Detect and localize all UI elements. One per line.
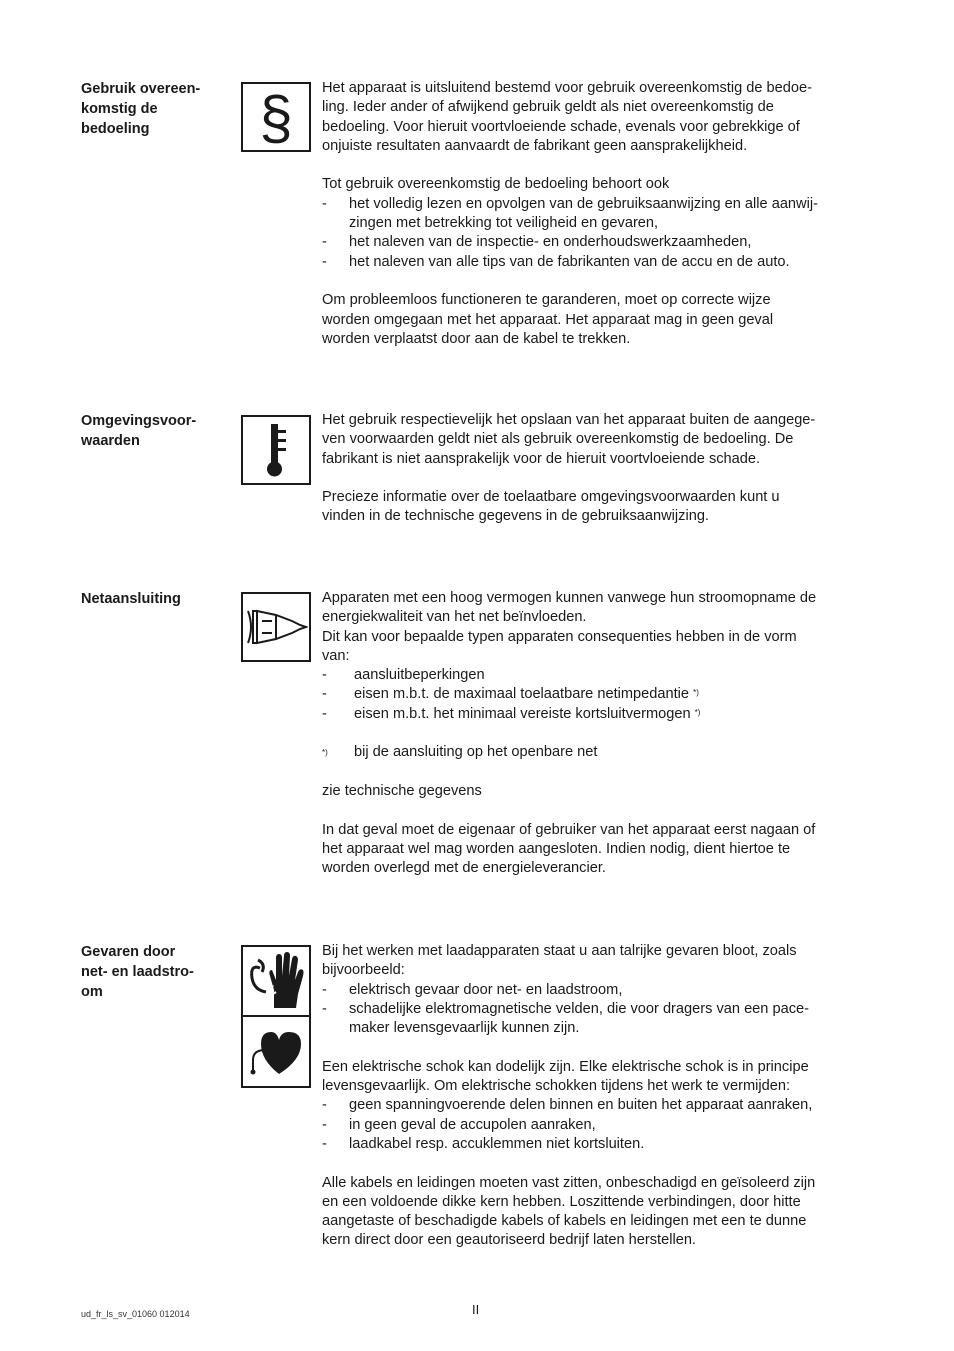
paragraph-line: Een elektrische schok kan dodelijk zijn. Elke elektrische schok is in principe <box>322 1058 809 1075</box>
page-number: II <box>472 1302 480 1317</box>
bullet-dash: - <box>322 195 327 212</box>
paragraph-line: zie technische gegevens <box>322 782 482 799</box>
footnote-marker: *) <box>694 707 701 717</box>
bullet-item <box>322 1000 882 1019</box>
footnote-text: bij de aansluiting op het openbare net <box>354 744 598 761</box>
paragraph-line: In dat geval moet de eigenaar of gebruiker van het apparaat eerst nagaan of <box>322 821 816 838</box>
spacer <box>322 1154 882 1173</box>
pacemaker-heart-icon <box>241 1015 311 1088</box>
bullet-item <box>322 666 882 685</box>
paragraph-line: Precieze informatie over de toelaatbare omgevingsvoorwaarden kunt u <box>322 489 780 506</box>
paragraph-line: van: <box>322 647 350 664</box>
bullet-item <box>322 705 882 724</box>
bullet-text: geen spanningvoerende delen binnen en buiten het apparaat aanraken, <box>349 1097 813 1114</box>
footnote-marker: *) <box>693 688 699 698</box>
paragraph-line: aangetaste of beschadigde kabels of kabels en leidingen met een te dunne <box>322 1213 807 1230</box>
paragraph-line: en een voldoende dikke kern hebben. Loszittende verbindingen, door hitte <box>322 1193 801 1210</box>
paragraph-line: bijvoorbeeld: <box>322 962 405 979</box>
spacer <box>322 272 882 291</box>
paragraph-line: het apparaat wel mag worden aangesloten. Indien nodig, dient hiertoe te <box>322 840 791 857</box>
bullet-dash: - <box>322 234 327 251</box>
spacer <box>322 763 882 782</box>
heading-line: waarden <box>81 433 140 449</box>
paragraph-line: Tot gebruik overeenkomstig de bedoeling behoort ook <box>322 176 670 193</box>
document-id: ud_fr_ls_sv_01060 012014 <box>81 1309 190 1319</box>
bullet-text: eisen m.b.t. de maximaal toelaatbare netimpedantie <box>354 686 690 703</box>
paragraph-line: Dit kan voor bepaalde typen apparaten consequenties hebben in de vorm <box>322 628 797 645</box>
bullet-item <box>322 233 882 252</box>
heading-line: Omgevingsvoor- <box>81 413 197 429</box>
paragraph-line: fabrikant is niet aansprakelijk voor de hieruit voortvloeiende schade. <box>322 450 761 467</box>
section-body-ambient-conditions <box>322 411 882 527</box>
heading-line: Gebruik overeen- <box>81 81 201 97</box>
bullet-item <box>322 1116 882 1135</box>
bullet-text: schadelijke elektromagnetische velden, die voor dragers van een pace- <box>349 1000 809 1017</box>
paragraph-line: worden overlegd met de energieleverancier. <box>322 860 606 877</box>
bullet-text: het volledig lezen en opvolgen van de gebruiksaanwijzing en alle aanwij- <box>349 195 818 212</box>
heading-line: komstig de <box>81 101 158 117</box>
bullet-dash: - <box>322 1135 327 1152</box>
paragraph-line: ling. Ieder ander of afwijkend gebruik geldt als niet overeenkomstig de <box>322 99 774 116</box>
paragraph-line: Bij het werken met laadapparaten staat u aan talrijke gevaren bloot, zoals <box>322 943 797 959</box>
section-body-mains-charging-current-hazard <box>322 942 882 1251</box>
section-heading-mains-connection <box>81 589 231 609</box>
bullet-dash: - <box>322 705 327 722</box>
spacer <box>322 1038 882 1057</box>
paragraph-line: vinden in de technische gegevens in de gebruiksaanwijzing. <box>322 508 709 525</box>
paragraph-line: kern direct door een geautoriseerd bedrijf laten herstellen. <box>322 1232 696 1249</box>
bullet-text: het naleven van de inspectie- en onderhoudswerkzaamheden, <box>349 234 752 251</box>
electric-shock-hand-icon <box>241 945 311 1017</box>
spacer <box>322 469 882 488</box>
footnote <box>322 743 882 762</box>
bullet-item <box>322 214 882 233</box>
paragraph-line: Het apparaat is uitsluitend bestemd voor gebruik overeenkomstig de bedoe- <box>322 80 812 96</box>
svg-text:§: § <box>259 88 293 146</box>
bullet-text: zingen met betrekking tot veiligheid en gevaren, <box>349 215 659 232</box>
bullet-dash: - <box>322 1000 327 1017</box>
power-plug-icon <box>241 592 311 662</box>
section-body-intended-use <box>322 79 882 349</box>
paragraph-line: levensgevaarlijk. Om elektrische schokken tijdens het werk te vermijden: <box>322 1078 791 1095</box>
paragraph-line: Het gebruik respectievelijk het opslaan van het apparaat buiten de aangege- <box>322 412 816 428</box>
bullet-text: aansluitbeperkingen <box>354 667 485 684</box>
heading-line: Netaansluiting <box>81 591 181 607</box>
bullet-text: eisen m.b.t. het minimaal vereiste kortsluitvermogen <box>354 705 691 722</box>
bullet-text: maker levensgevaarlijk kunnen zijn. <box>349 1020 580 1037</box>
bullet-text: het naleven van alle tips van de fabrikanten van de accu en de auto. <box>349 253 790 270</box>
thermometer-icon <box>241 415 311 485</box>
section-heading-ambient-conditions <box>81 411 231 451</box>
bullet-dash: - <box>322 686 327 703</box>
bullet-item <box>322 253 882 272</box>
bullet-text: in geen geval de accupolen aanraken, <box>349 1116 596 1133</box>
bullet-item <box>322 1019 882 1038</box>
section-heading-intended-use <box>81 79 231 139</box>
bullet-dash: - <box>322 1097 327 1114</box>
paragraph-line: ven voorwaarden geldt niet als gebruik overeenkomstig de bedoeling. De <box>322 431 794 448</box>
bullet-item <box>322 195 882 214</box>
bullet-dash: - <box>322 981 327 998</box>
section-heading-mains-charging-current-hazard <box>81 942 231 1002</box>
paragraph-line: worden verplaatst door aan de kabel te trekken. <box>322 330 631 347</box>
paragraph-line: energiekwaliteit van het net beïnvloeden. <box>322 609 587 626</box>
heading-line: om <box>81 984 103 1000</box>
bullet-item <box>322 685 882 704</box>
spacer <box>322 156 882 175</box>
paragraph-line: Alle kabels en leidingen moeten vast zitten, onbeschadigd en geïsoleerd zijn <box>322 1174 816 1191</box>
paragraph-line: Apparaten met een hoog vermogen kunnen vanwege hun stroomopname de <box>322 590 817 606</box>
bullet-text: laadkabel resp. accuklemmen niet kortsluiten. <box>349 1135 645 1152</box>
bullet-dash: - <box>322 253 327 270</box>
bullet-item <box>322 1096 882 1115</box>
paragraph-sign-icon <box>241 82 311 152</box>
section-body-mains-connection <box>322 589 882 878</box>
footnote-marker: *) <box>322 748 328 758</box>
bullet-dash: - <box>322 1116 327 1133</box>
heading-line: Gevaren door <box>81 944 176 960</box>
paragraph-line: onjuiste resultaten aanvaardt de fabrikant geen aansprakelijkheid. <box>322 137 748 154</box>
bullet-item <box>322 1135 882 1154</box>
bullet-text: elektrisch gevaar door net- en laadstroom, <box>349 981 623 998</box>
bullet-item <box>322 981 882 1000</box>
paragraph-line: worden omgegaan met het apparaat. Het apparaat mag in geen geval <box>322 311 774 328</box>
paragraph-line: Om probleemloos functioneren te garanderen, moet op correcte wijze <box>322 292 771 309</box>
heading-line: net- en laadstro- <box>81 964 194 980</box>
spacer <box>322 724 882 743</box>
heading-line: bedoeling <box>81 121 150 137</box>
bullet-dash: - <box>322 667 327 684</box>
spacer <box>322 801 882 820</box>
paragraph-line: bedoeling. Voor hieruit voortvloeiende schade, evenals voor gebrekkige of <box>322 118 800 135</box>
